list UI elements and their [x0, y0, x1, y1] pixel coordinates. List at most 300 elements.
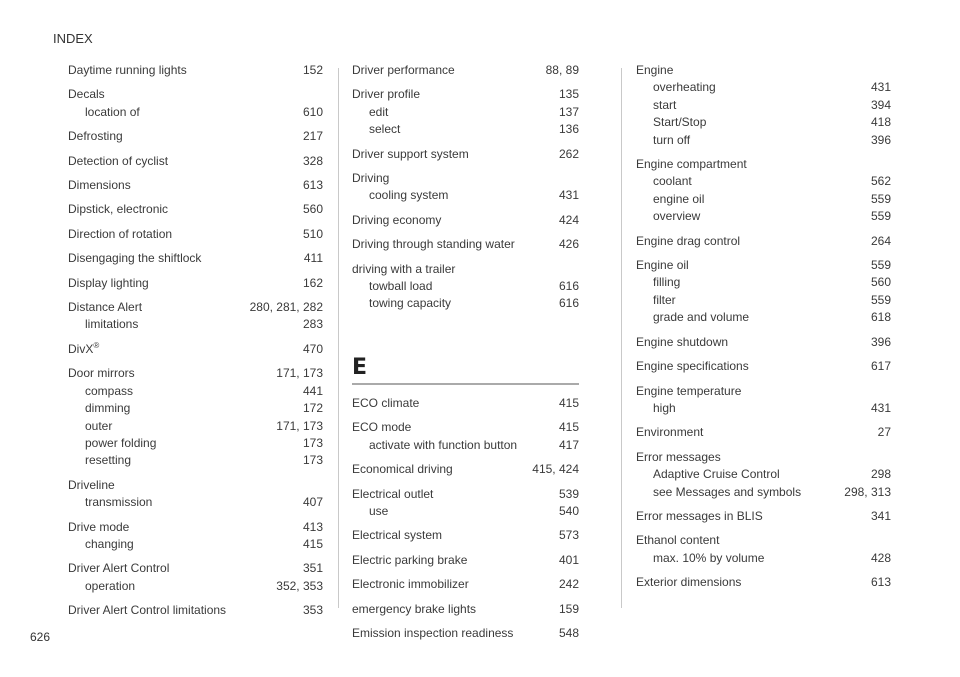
- entry-term-text: Emission inspection readiness: [352, 625, 514, 640]
- index-entry-row: [352, 261, 579, 278]
- entry-term: [636, 62, 673, 79]
- entry-term: [352, 419, 411, 436]
- entry-term-text: Engine shutdown: [636, 334, 729, 349]
- entry-term: [352, 261, 455, 278]
- index-entry: [352, 212, 579, 229]
- entry-pages[interactable]: 162: [302, 275, 323, 290]
- index-entry: [68, 128, 323, 145]
- entry-term-text: ECO climate: [352, 395, 420, 410]
- sub-entry-row: [636, 173, 891, 190]
- sub-entry-term: towball load: [369, 279, 433, 294]
- entry-term: [352, 146, 469, 163]
- entry-term: [636, 508, 763, 525]
- sub-entry-pages[interactable]: 352, 353: [276, 578, 323, 593]
- registered-mark: ®: [93, 340, 100, 350]
- column-divider: [338, 68, 339, 608]
- sub-entry-term: dimming: [85, 401, 131, 416]
- sub-entry-row: [352, 187, 579, 204]
- entry-term: [636, 156, 747, 173]
- entry-pages[interactable]: 573: [558, 528, 579, 543]
- index-entry-row: [636, 358, 891, 375]
- entry-term: [352, 236, 515, 253]
- index-entry: [68, 602, 323, 619]
- index-entry: [636, 334, 891, 351]
- index-entry: [352, 527, 579, 544]
- entry-term: [636, 334, 728, 351]
- entry-term-text: Driver profile: [352, 87, 421, 102]
- entry-term: [68, 602, 226, 619]
- entry-pages[interactable]: 396: [870, 334, 891, 349]
- entry-term-text: Driver performance: [352, 63, 455, 77]
- sub-entry-row: [636, 191, 891, 208]
- sub-entry-term: outer: [85, 418, 113, 433]
- sub-entry-row: [68, 536, 323, 553]
- entry-term: [68, 128, 123, 145]
- entry-pages[interactable]: 470: [302, 341, 323, 356]
- entry-term: [636, 257, 689, 274]
- sub-entry-pages[interactable]: 173: [302, 453, 323, 468]
- entry-term-text: Detection of cyclist: [68, 153, 169, 168]
- entry-term-text: Electric parking brake: [352, 552, 468, 567]
- entry-pages[interactable]: 353: [302, 603, 323, 618]
- index-entry: [636, 358, 891, 375]
- index-entry: [352, 236, 579, 253]
- sub-entry-term: engine oil: [653, 191, 705, 206]
- entry-pages[interactable]: 415: [558, 395, 579, 410]
- index-entry-row: [68, 477, 323, 494]
- sub-entry-pages[interactable]: 562: [870, 174, 891, 189]
- index-entry-row: [68, 275, 323, 292]
- index-entry-row: [68, 86, 323, 103]
- sub-entry-row: [68, 400, 323, 417]
- sub-entry-row: [636, 79, 891, 96]
- entry-term-text: Exterior dimensions: [636, 575, 742, 590]
- sub-entry-term: use: [369, 503, 389, 518]
- entry-term-text: Electrical system: [352, 528, 443, 543]
- index-entry: [352, 395, 579, 412]
- entry-term-text: Daytime running lights: [68, 63, 187, 77]
- sub-entry-pages[interactable]: 428: [870, 550, 891, 565]
- index-entry: [636, 532, 891, 567]
- entry-term-text: Engine temperature: [636, 383, 742, 398]
- index-entry: [636, 449, 891, 501]
- entry-term-text: emergency brake lights: [352, 601, 477, 616]
- sub-entry-row: [68, 452, 323, 469]
- index-entry-row: [352, 552, 579, 569]
- entry-pages[interactable]: 159: [558, 601, 579, 616]
- entry-term-text: Ethanol content: [636, 533, 720, 548]
- sub-entry-term: coolant: [653, 174, 692, 189]
- entry-term: [352, 395, 419, 412]
- index-entry-row: [352, 236, 579, 253]
- index-entry: [68, 275, 323, 292]
- index-entry: [68, 299, 323, 334]
- index-entry-row: [352, 601, 579, 618]
- entry-term: [352, 461, 453, 478]
- entry-term: [68, 250, 201, 267]
- entry-term-text: Door mirrors: [68, 366, 135, 381]
- sub-entry-row: [68, 435, 323, 452]
- sub-entry-row: [636, 208, 891, 225]
- entry-term: [636, 233, 740, 250]
- entry-term: [68, 275, 149, 292]
- sub-entry-term: start: [653, 97, 677, 112]
- entry-term-text: Direction of rotation: [68, 226, 173, 241]
- sub-entry-pages[interactable]: 431: [870, 400, 891, 415]
- index-entry: [352, 419, 579, 454]
- entry-term-text: Engine oil: [636, 258, 689, 273]
- entry-term-text: Display lighting: [68, 275, 149, 290]
- index-entry-row: [352, 625, 579, 642]
- entry-pages[interactable]: 341: [870, 508, 891, 523]
- index-entry-row: [68, 519, 323, 536]
- sub-entry-term: filling: [653, 275, 681, 290]
- entry-pages[interactable]: 242: [558, 577, 579, 592]
- index-entry: [636, 233, 891, 250]
- index-entry: [68, 477, 323, 512]
- index-entry: [352, 552, 579, 569]
- entry-pages[interactable]: 510: [302, 226, 323, 241]
- sub-entry-row: [636, 114, 891, 131]
- entry-term: [68, 177, 131, 194]
- entry-pages[interactable]: 264: [870, 233, 891, 248]
- index-entry: [636, 156, 891, 226]
- sub-entry-pages[interactable]: 415: [302, 536, 323, 551]
- sub-entry-pages[interactable]: 616: [558, 279, 579, 294]
- entry-term-text: Error messages in BLIS: [636, 508, 763, 523]
- entry-pages[interactable]: 559: [870, 258, 891, 273]
- sub-entry-pages[interactable]: 431: [558, 188, 579, 203]
- sub-entry-pages[interactable]: 173: [302, 435, 323, 450]
- entry-term-text: Environment: [636, 425, 704, 440]
- index-entry-row: [68, 226, 323, 243]
- sub-entry-row: [68, 104, 323, 121]
- index-entry: [352, 146, 579, 163]
- entry-pages[interactable]: 262: [558, 146, 579, 161]
- index-entry-row: [68, 341, 323, 358]
- entry-pages[interactable]: 351: [302, 561, 323, 576]
- entry-pages[interactable]: 560: [302, 202, 323, 217]
- index-entry-row: [352, 576, 579, 593]
- entry-term: [68, 477, 115, 494]
- entry-pages[interactable]: 280, 281, 282: [249, 300, 323, 315]
- index-entry-row: [636, 334, 891, 351]
- sub-entry-term: cooling system: [369, 188, 449, 203]
- index-entry-row: [352, 461, 579, 478]
- sub-entry-term: operation: [85, 578, 136, 593]
- sub-entry-pages[interactable]: 396: [870, 132, 891, 147]
- entry-term: [352, 170, 389, 187]
- sub-entry-pages[interactable]: 610: [302, 104, 323, 119]
- entry-term: [352, 601, 476, 618]
- entry-term-text: Disengaging the shiftlock: [68, 251, 202, 266]
- entry-term: [68, 201, 168, 218]
- entry-term: [68, 153, 168, 170]
- index-entry: [636, 424, 891, 441]
- sub-entry-term: towing capacity: [369, 296, 452, 311]
- entry-pages[interactable]: 613: [302, 178, 323, 193]
- index-entry: [68, 250, 323, 267]
- entry-pages[interactable]: 548: [558, 625, 579, 640]
- entry-term-text: Engine drag control: [636, 233, 741, 248]
- entry-term-text: Driving economy: [352, 212, 442, 227]
- index-entry: [68, 519, 323, 554]
- sub-entry-pages[interactable]: 394: [870, 97, 891, 112]
- index-entry-row: [636, 424, 891, 441]
- entry-term-text: Engine: [636, 63, 674, 77]
- index-entry-row: [68, 250, 323, 267]
- entry-term: [352, 625, 513, 642]
- index-entry-row: [352, 146, 579, 163]
- index-entry: [352, 86, 579, 138]
- index-entry: [68, 177, 323, 194]
- entry-term-text: Driving: [352, 171, 390, 186]
- entry-pages[interactable]: 401: [558, 552, 579, 567]
- entry-term: [352, 62, 455, 79]
- index-entry: [352, 170, 579, 205]
- index-entry-row: [352, 170, 579, 187]
- sub-entry-row: [636, 484, 891, 501]
- entry-term-text: Drive mode: [68, 519, 130, 534]
- index-entry-row: [68, 153, 323, 170]
- sub-entry-row: [636, 132, 891, 149]
- sub-entry-row: [68, 494, 323, 511]
- index-entry: [636, 383, 891, 418]
- sub-entry-term: compass: [85, 383, 134, 398]
- entry-pages[interactable]: 415, 424: [532, 462, 579, 477]
- entry-term-text: Driver Alert Control limitations: [68, 603, 227, 618]
- sub-entry-term: max. 10% by volume: [653, 550, 765, 565]
- index-entry-row: [68, 201, 323, 218]
- sub-entry-term: Adaptive Cruise Control: [653, 467, 780, 482]
- entry-term-text: Dipstick, electronic: [68, 202, 169, 217]
- index-entry: [68, 153, 323, 170]
- index-entry-row: [636, 449, 891, 466]
- sub-entry-term: limitations: [85, 317, 139, 332]
- sub-entry-pages[interactable]: 431: [870, 80, 891, 95]
- section-letter: E: [352, 354, 368, 380]
- entry-pages[interactable]: 617: [870, 359, 891, 374]
- entry-pages[interactable]: 171, 173: [276, 366, 323, 381]
- entry-pages[interactable]: 88, 89: [545, 63, 579, 77]
- sub-entry-pages[interactable]: 559: [870, 292, 891, 307]
- sub-entry-pages[interactable]: 616: [558, 296, 579, 311]
- index-entry: [352, 62, 579, 79]
- entry-term-text: Engine compartment: [636, 157, 747, 172]
- sub-entry-row: [352, 121, 579, 138]
- entry-term: [352, 527, 442, 544]
- entry-term-text: Driving through standing water: [352, 237, 515, 252]
- sub-entry-pages[interactable]: 171, 173: [276, 418, 323, 433]
- index-entry: [68, 86, 323, 121]
- sub-entry-pages[interactable]: 407: [302, 495, 323, 510]
- entry-term-text: Decals: [68, 87, 105, 102]
- sub-entry-row: [636, 400, 891, 417]
- entry-term: [636, 532, 719, 549]
- index-entry-row: [636, 233, 891, 250]
- column-divider: [621, 68, 622, 608]
- sub-entry-term: overview: [653, 209, 701, 224]
- index-entry-row: [68, 560, 323, 577]
- sub-entry-pages[interactable]: 560: [870, 275, 891, 290]
- index-entry: [68, 226, 323, 243]
- entry-term-text: Economical driving: [352, 462, 453, 477]
- index-entry-row: [352, 86, 579, 103]
- entry-term: [68, 341, 99, 358]
- sub-entry-term: high: [653, 400, 676, 415]
- entry-term-text: Driver Alert Control: [68, 561, 170, 576]
- index-entry-row: [352, 419, 579, 436]
- sub-entry-row: [636, 309, 891, 326]
- index-entry-row: [636, 156, 891, 173]
- entry-term-text: Engine specifications: [636, 359, 749, 374]
- sub-entry-row: [352, 503, 579, 520]
- entry-term: [68, 62, 187, 79]
- index-entry: [636, 574, 891, 591]
- sub-entry-pages[interactable]: 417: [558, 437, 579, 452]
- entry-term: [636, 383, 741, 400]
- sub-entry-pages[interactable]: 441: [302, 383, 323, 398]
- index-entry-row: [352, 395, 579, 412]
- index-entry-row: [352, 527, 579, 544]
- section-heading: [352, 353, 579, 385]
- sub-entry-term: location of: [85, 104, 140, 119]
- sub-entry-pages[interactable]: 136: [558, 122, 579, 137]
- sub-entry-term: filter: [653, 292, 676, 307]
- entry-term: [352, 576, 469, 593]
- sub-entry-term: select: [369, 122, 401, 137]
- sub-entry-term: resetting: [85, 453, 132, 468]
- index-entry-row: [636, 62, 891, 79]
- index-entry-row: [68, 128, 323, 145]
- sub-entry-pages[interactable]: 283: [302, 317, 323, 332]
- sub-entry-term: power folding: [85, 435, 157, 450]
- entry-term-text: Electronic immobilizer: [352, 577, 469, 592]
- entry-term: [68, 365, 135, 382]
- sub-entry-pages[interactable]: 418: [870, 115, 891, 130]
- sub-entry-row: [68, 418, 323, 435]
- entry-term: [636, 574, 741, 591]
- entry-term-text: ECO mode: [352, 420, 412, 435]
- sub-entry-row: [68, 383, 323, 400]
- page-number: 626: [30, 630, 51, 644]
- index-entry-row: [636, 574, 891, 591]
- index-entry: [68, 62, 323, 79]
- sub-entry-term: overheating: [653, 80, 716, 95]
- page-header: INDEX: [53, 31, 93, 46]
- index-column-3: [636, 62, 891, 592]
- entry-pages[interactable]: 539: [558, 486, 579, 501]
- sub-entry-row: [636, 274, 891, 291]
- index-entry-row: [68, 299, 323, 316]
- entry-term: [636, 449, 721, 466]
- index-column-1: [68, 62, 323, 620]
- index-entry: [636, 62, 891, 149]
- sub-entry-term: turn off: [653, 132, 691, 147]
- index-entry: [636, 257, 891, 327]
- index-entry: [352, 601, 579, 618]
- entry-pages[interactable]: 415: [558, 420, 579, 435]
- index-entry-row: [636, 508, 891, 525]
- sub-entry-term: transmission: [85, 495, 153, 510]
- entry-pages[interactable]: 613: [870, 575, 891, 590]
- index-entry: [352, 261, 579, 313]
- sub-entry-pages[interactable]: 137: [558, 104, 579, 119]
- sub-entry-term: changing: [85, 536, 134, 551]
- entry-term: [68, 560, 169, 577]
- sub-entry-term: activate with function button: [369, 437, 518, 452]
- entry-pages[interactable]: 27: [877, 425, 891, 440]
- sub-entry-row: [352, 104, 579, 121]
- index-entry: [68, 341, 323, 358]
- sub-entry-row: [636, 550, 891, 567]
- entry-term-text: Defrosting: [68, 129, 123, 144]
- sub-entry-pages[interactable]: 298, 313: [844, 484, 891, 499]
- index-column-2: [352, 62, 579, 642]
- sub-entry-pages[interactable]: 298: [870, 467, 891, 482]
- entry-term-text: Distance Alert: [68, 300, 143, 315]
- entry-term: [68, 519, 129, 536]
- entry-term: [352, 486, 433, 503]
- entry-pages[interactable]: 413: [302, 519, 323, 534]
- sub-entry-pages[interactable]: 618: [870, 310, 891, 325]
- entry-term-text: Dimensions: [68, 178, 131, 193]
- sub-entry-pages[interactable]: 559: [870, 209, 891, 224]
- sub-entry-pages[interactable]: 559: [870, 191, 891, 206]
- entry-pages[interactable]: 424: [558, 212, 579, 227]
- entry-term: [352, 86, 420, 103]
- index-entry: [636, 508, 891, 525]
- index-entry: [352, 625, 579, 642]
- index-entry-row: [352, 212, 579, 229]
- entry-pages[interactable]: 217: [302, 129, 323, 144]
- index-entry: [68, 560, 323, 595]
- sub-entry-row: [352, 295, 579, 312]
- sub-entry-row: [352, 437, 579, 454]
- sub-entry-row: [636, 466, 891, 483]
- entry-term-text: Driver support system: [352, 146, 469, 161]
- entry-pages[interactable]: 426: [558, 237, 579, 252]
- index-entry: [352, 461, 579, 478]
- sub-entry-row: [68, 316, 323, 333]
- index-entry-row: [352, 62, 579, 79]
- entry-pages[interactable]: 152: [302, 63, 323, 77]
- sub-entry-term: edit: [369, 104, 389, 119]
- entry-term-text: driving with a trailer: [352, 261, 456, 276]
- entry-term: [636, 358, 749, 375]
- entry-term-text: Error messages: [636, 449, 721, 464]
- sub-entry-row: [636, 97, 891, 114]
- entry-term: [352, 212, 441, 229]
- sub-entry-pages[interactable]: 540: [558, 503, 579, 518]
- entry-term: [68, 86, 105, 103]
- entry-term-text: Electrical outlet: [352, 486, 434, 501]
- sub-entry-row: [636, 292, 891, 309]
- index-entry-row: [68, 602, 323, 619]
- sub-entry-pages[interactable]: 172: [302, 401, 323, 416]
- entry-pages[interactable]: 135: [558, 87, 579, 102]
- index-entry-row: [636, 383, 891, 400]
- entry-term: [68, 226, 172, 243]
- entry-pages[interactable]: 328: [302, 153, 323, 168]
- index-entry-row: [636, 532, 891, 549]
- entry-term: [68, 299, 142, 316]
- index-entry: [352, 576, 579, 593]
- sub-entry-term: Start/Stop: [653, 115, 707, 130]
- sub-entry-row: [68, 578, 323, 595]
- entry-pages[interactable]: 411: [303, 251, 323, 266]
- sub-entry-row: [352, 278, 579, 295]
